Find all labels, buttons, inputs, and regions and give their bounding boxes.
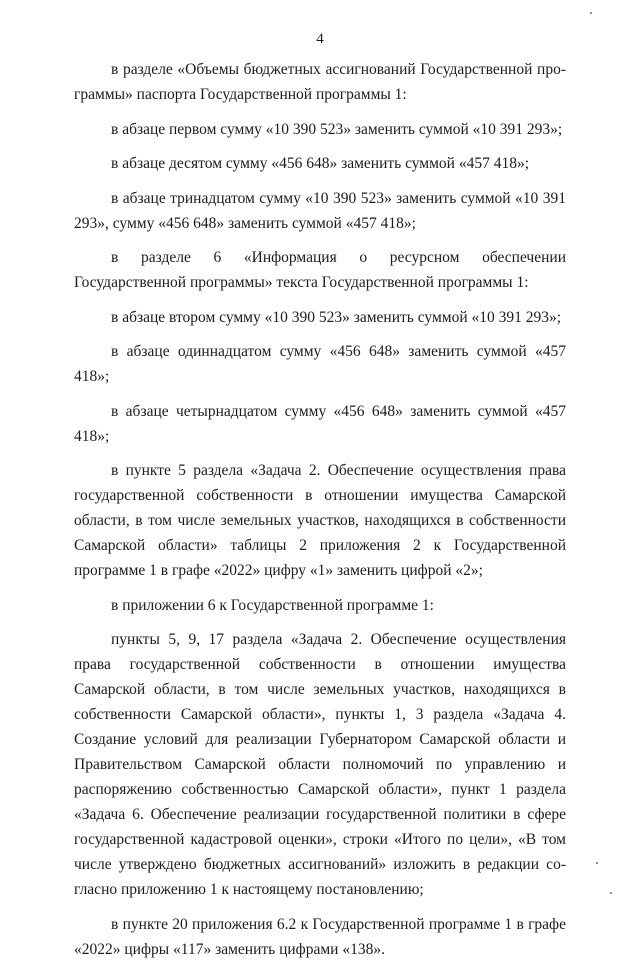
scan-speck (596, 862, 598, 864)
paragraph-section-6: в разделе 6 «Информация о ресурсном обеспечении Государственной программы» текста Государственной программы 1: (74, 249, 566, 291)
paragraph-section-budget: в разделе «Объемы бюджетных ассигнований Государственной программы» паспорта Государственной программы 1: (74, 61, 566, 103)
paragraph-first-abzac: в абзаце первом сумму «10 390 523» заменить суммой «10 391 293»; (111, 120, 563, 138)
paragraph-appendix-6: в приложении 6 к Государственной программе 1: (111, 596, 434, 614)
paragraph-point-5: в пункте 5 раздела «Задача 2. Обеспечение осуществления права государственной собственности в отношении имущества Самарской области, в том числе земельных участков, находящихся в собственности Самарской области» таблицы 2 приложения 2 к Государственной программе 1 в графе «2022» цифру «1» заменить цифрой «2»; (74, 462, 566, 579)
paragraph-tenth-abzac: в абзаце десятом сумму «456 648» заменить суммой «457 418»; (111, 155, 530, 172)
scan-speck (590, 12, 592, 14)
paragraph-point-20: в пункте 20 приложения 6.2 к Государственной программе 1 в графе «2022» цифры «117» заменить цифрами «138». (74, 915, 566, 958)
paragraph-second-abzac: в абзаце втором сумму «10 390 523» заменить суммой «10 391 293»; (111, 308, 562, 326)
document-body (74, 57, 566, 971)
paragraph-points-list: пункты 5, 9, 17 раздела «Задача 2. Обеспечение осуществления права государственной собственности в отношении имущества Самарской области, в том числе земельных участков, находящихся в собственности Самарской области», пункты 1, 3 раздела «Задача 4. Создание условий для реализации Губернатором Самарской области и Правительством Самарской области полномочий по управлению и распоряжению собственностью Самарской области», пункт 1 раздела «Задача 6. Обеспечение реализации государственной политики в сфере государственной кадастровой оценки», строки «Итого по цели», «В том числе утверждено бюджетных ассигнований» изложить в редакции согласно приложению 1 к настоящему постановлению; (74, 631, 566, 898)
paragraph-thirteenth-abzac: в абзаце тринадцатом сумму «10 390 523» заменить суммой «10 391 293», сумму «456 648» заменить суммой «457 418»; (74, 189, 566, 232)
scan-speck (610, 892, 612, 894)
page-number: 4 (316, 31, 324, 47)
paragraph-eleventh-abzac: в абзаце одиннадцатом сумму «456 648» заменить суммой «457 418»; (74, 343, 566, 385)
paragraph-fourteenth-abzac: в абзаце четырнадцатом сумму «456 648» заменить суммой «457 418»; (74, 402, 566, 445)
